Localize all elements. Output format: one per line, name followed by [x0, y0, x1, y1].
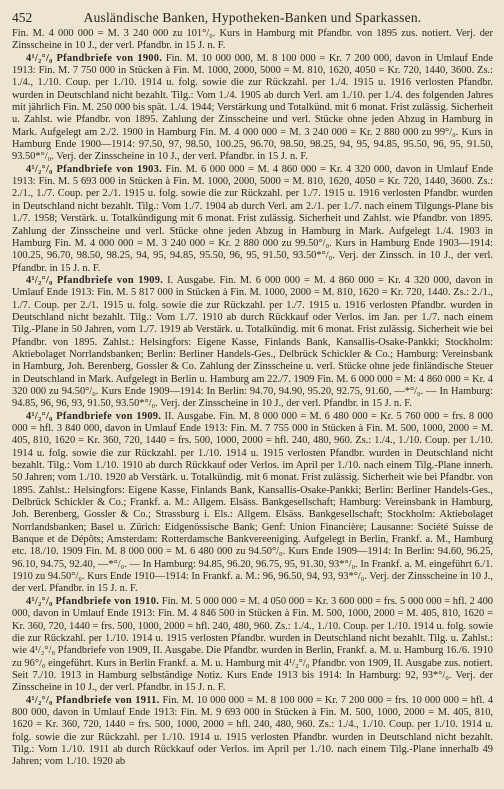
paragraph-text: Fin. M. 6 000 000 = M. 4 860 000 = Kr. 4 320 000, davon in Umlauf Ende 1913: Fin. M. 5 693 000 in Stücken à Fin. M. 1000, 2000, 5000 = M. 810, 1620, 4050 = Kr. 720, 1440, 3600. Zs.: 2./1., 1./7. Coup. per 2./1. 1915 u. folg. sowie die zur Rückzahl. per 1./7. 1915 u. 1916 verlosten Pfandbr. wurden in Deutschland nicht bezahlt. Tilg.: Vom 1./7. 1904 ab durch Verl. am 2./1. per 1./7. nach einem Tilgungs-Plane bis 1./7. 1958; Verstärk. u. Totalkündigung mit 6 monat. Frist zulässig. Sicherheit und Zahlst. wie Pfandbr. von 1895. Zahlung der Zinsscheine und verl. Stücke ohne jeden Abzug in Hamburg in Mark. Aufgelegt 1./4. 1903 in Hamburg Fin. M. 4 000 000 = M. 3 240 000 = Kr. 2 880 000 zu 99.50°/₀. Kurs in Hamburg Ende 1903—1914: 100.25, 96.70, 98.50, 98.25, 94, 95, 94.85, 95.50, 96, 95, 91.50, 93.50*°/₀. Verj. der Zinssch. in 10 J., der verl. Pfandbr. in 15 J. n. F. — [12, 163, 493, 274]
paragraph-pfandbriefe-1911 — [12, 695, 493, 769]
page-header — [12, 8, 493, 28]
body-text — [12, 28, 493, 769]
paragraph-text: II. Ausgabe. Fin. M. 8 000 000 = M. 6 480 000 = Kr. 5 760 000 = frs. 8 000 000 = hfl. 3 840 000, davon in Umlauf Ende 1913: Fin. M. 7 755 000 in Stücken à Fin. M. 500, 1000, 2000 = M. 405, 810, 1620 = Kr. 360, 720, 1440 = frs. 500, 1000, 2000 = hfl. 240, 480, 960. Zs.: 1./4., 1./10. Coup. per 1./10. 1914 u. folg. sowie die zur Rückzahl. per 1./10. 1914 u. 1915 verlosten Pfandbr. wurden in Deutschland nicht bezahlt. Tilg.: Vom 1./10. 1910 ab durch Rückkauf oder Verlos. im April per 1./10. nach einem Tilg.-Plane innerh. 50 Jahren; vom 1./10. 1920 ab Verstärk. u. Totalkündig. mit 6 monat. Frist zulässig. Sicherheit wie bei Pfandbr. von 1895. Zahlst.: Helsingfors: Eigene Kasse, Finlands Bank, Kansallis-Osake-Pankki; Berlin: Berliner Handels-Ges., Delbrück Schickler & Co.; Frankf. a. M.: Allgem. Elsäss. Bankgesellschaft; Hamburg: Vereinsbank in Hamburg, Joh. Berenberg, Gossler & Co.; Strassburg i. Els.: Allgem. Elsäss. Bankgesellschaft; Stockholm: Aktiebolaget Norrlandsbanken; Basel u. Zürich: Eidgenössische Bank; Genf: Union Financière; Lausanne: Société Suisse de Banque et de Dépôts; Amsterdam: Rotterdamsche Bankvereeniging. Aufgelegt in Berlin, Frankf. a. M., Hamburg etc. 18./10. 1909 Fin. M. 8 000 000 = M. 6 480 000 zu 94.50°/₀. Kurs Ende 1909—1914: In Berlin: 94.60, 96.25, 96.10, 94.75, 92.40, —*°/₀. — In Hamburg: 94.85, 96.20, 96.75, 95, 91.30, 93*°/₀. In Frankf. a. M. eingeführt 6./1. 1910 zu 94.50°/₀. Kurs Ende 1910—1914: In Frankf. a. M.: 96, 96.50, 94, 93, 93*°/₀. Verj. der Zinsscheine in 10 J., der verl. Pfandbr. in 15 J. n. F. — [12, 410, 493, 595]
section-heading: 4¹/₂°/₀ Pfandbriefe von 1909. — [26, 274, 164, 286]
paragraph-pfandbriefe-1909-ii — [12, 411, 493, 596]
running-title: Ausländische Banken, Hypotheken-Banken und Sparkassen. — [83, 10, 422, 25]
paragraph-text: I. Ausgabe. Fin. M. 6 000 000 = M. 4 860 000 = Kr. 4 320 000, davon in Umlauf Ende 1913: Fin. M. 5 817 000 in Stücken à Fin. M. 1000, 2000 = M. 810, 1620 = Kr. 720, 1440. Zs.: 2./1., 1./7. Coup. per 2./1. 1915 u. folg. sowie die zur Rückzahl. per 1./7. 1915 u. 1916 verlosten Pfandbr. wurden in Deutschland nicht bezahlt. Tilg.: Vom 1./7. 1910 ab durch Rückkauf oder Verlos. im Jan. per 1./7. nach einem Tilg.-Plane in 50 Jahren, vom 1./7. 1919 ab Verstärk. u. Totalkündig. mit 6 monat. Frist zulässig. Sicherheit wie bei Pfandbr. von 1895. Zahlst.: Helsingfors: Eigene Kasse, Finlands Bank, Kansallis-Osake-Pankki; Stockholm: Aktiebolaget Norrlandsbanken; Berlin: Berliner Handels-Ges., Delbrück Schickler & Co.; Hamburg: Vereinsbank in Hamburg, Joh. Berenberg, Gossler & Co. Zahlung der Zinsscheine u. verl. Stücke ohne jede finländische Steuer in Deutschland in Mark. Aufgelegt in Berlin u. Hamburg am 22./7. 1909 Fin. M. 6 000 000 = M: 4 860 000 = Kr. 4 320 000 zu 94.50°/₀. Kurs Ende 1909—1914: In Berlin: 94.70, 94.90, 95.20, 92.75, 91.60, —*°/₀. — In Hamburg: 94.85, 96, 96, 93, 91.50, 93.50*°/₀. Verj. der Zinsscheine in 10 J., der verl. Pfandbr. in 15 J. n. F. — [12, 274, 493, 410]
section-heading: 4¹/₂°/₀ Pfandbriefe von 1911. — [26, 694, 160, 706]
paragraph-pfandbriefe-1903 — [12, 164, 493, 275]
paragraph-pfandbriefe-1910 — [12, 596, 493, 695]
section-heading: 4¹/₂°/₀ Pfandbriefe von 1910. — [26, 595, 160, 607]
section-heading: 4¹/₂°/₀ Pfandbriefe von 1900. — [26, 52, 163, 64]
paragraph-pfandbriefe-1909-i — [12, 275, 493, 411]
paragraph-text: Fin. M. 5 000 000 = M. 4 050 000 = Kr. 3 600 000 = frs. 5 000 000 = hfl. 2 400 000, davon in Umlauf Ende 1913: Fin. M. 4 846 500 in Stücken à Fin. M. 500, 1000, 2000 = M. 405, 810, 1620 = Kr. 360, 720, 1440 = frs. 500, 1000, 2000 = hfl. 240, 480, 960. Zs.: 1./4., 1./10. Coup. per 1./10. 1914 u. folg. sowie die zur Rückzahl. per 1./10. 1914 u. 1915 verlosten Pfandbr. wurden in Deutschland nicht bezahlt. Tilg. u. Zahlst.: wie 4¹/₂°/₀ Pfandbriefe von 1909, II. Ausgabe. Die Pfandbr. wurden in Berlin, Frankf. a. M. u. Hamburg 16./6. 1910 zu 96°/₀ eingeführt. Kurs in Berlin Frankf. a. M. u. Hamburg mit 4¹/₂°/₀ Pfandbr. von 1909, II. Ausgabe zus. notiert. Seit 7./10. 1913 in Hamburg selbständige Notiz. Kurs Ende 1913 bis 1914: In Hamburg: 92, 93*°/₀. Verj. der Zinsscheine in 10 J., der verl. Pfandbr. in 15 J. n. F. — [12, 595, 494, 694]
section-heading: 4¹/₂°/₀ Pfandbriefe von 1903. — [26, 163, 162, 175]
section-heading: 4¹/₂°/₀ Pfandbriefe von 1909. — [26, 410, 162, 422]
paragraph-continuation — [12, 28, 493, 53]
paragraph-text: Fin. M. 10 000 000 = M. 8 100 000 = Kr. 7 200 000 = frs. 10 000 000 = hfl. 4 800 000, davon in Umlauf Ende 1913: Fin. M. 9 693 000 in Stücken à Fin. M. 500, 1000, 2000 = M. 405, 810, 1620 = Kr. 360, 720, 1440 = frs. 500, 1000, 2000 = hfl. 240, 480, 960. Zs.: 1./4., 1./10. Coup. per 1./10. 1914 u. folg. sowie die zur Rückzahl. per 1./10. 1914 u. 1915 verlosten Pfandbr. wurden in Deutschland nicht bezahlt. Tilg.: Vom 1./10. 1911 ab durch Rückkauf oder Verlos. im April per 1./10. nach einem Tilg.-Plane innerhalb 49 Jahren; vom 1./10. 1920 ab — [12, 694, 494, 768]
paragraph-text: Fin. M. 10 000 000, M. 8 100 000 = Kr. 7 200 000, davon in Umlauf Ende 1913: Fin. M. 7 750 000 in Stücken à Fin. M. 1000, 2000, 5000 = M. 810, 1620, 4050 = Kr. 720, 1440, 3600. Zs.: 1./4., 1./10. Coup. per 1./10. 1914 u. folg. sowie die zur Rückzahl. per 1./4. 1915 u. 1916 verlosten Pfandbr. wurden in Deutschland nicht bezahlt. Tilg.: Vom 1./4. 1905 ab durch Verl. am 1./10. per 1./4. des folgenden Jahres mit jährlich Fin. M. 250 000 bis spät. 1./4. 1944; Verstärkung und Totalkünd. mit 6 monat. Frist zulässig. Sicherheit u. Zahlst. wie Pfandbr. von 1895. Zahlung der Zinsscheine und verl. Stücke ohne jeden Abzug in Hamburg in Mark. Aufgelegt am 2./2. 1900 in Hamburg Fin. M. 4 000 000 = M. 3 240 000 = Kr. 2 880 000 zu 99°/₀. Kurs in Hamburg Ende 1900—1914: 97.50, 97, 98.50, 100.25, 96.70, 98.50, 98.25, 94, 95, 94.85, 95.50, 96, 95, 91.50, 93.50*°/₀. Verj. der Zinsscheine in 10 J., der verl. Pfandbr. in 15 J. n. F. — [12, 52, 493, 163]
paragraph-text: Fin. M. 4 000 000 = M. 3 240 000 zu 101°/₀. Kurs in Hamburg mit Pfandbr. von 1895 zus. notiert. Verj. der Zinsscheine in 10 J., der verl. Pfandbr. in 15 J. n. F. — [12, 28, 493, 52]
page-number: 452 — [12, 10, 33, 25]
paragraph-pfandbriefe-1900 — [12, 53, 493, 164]
